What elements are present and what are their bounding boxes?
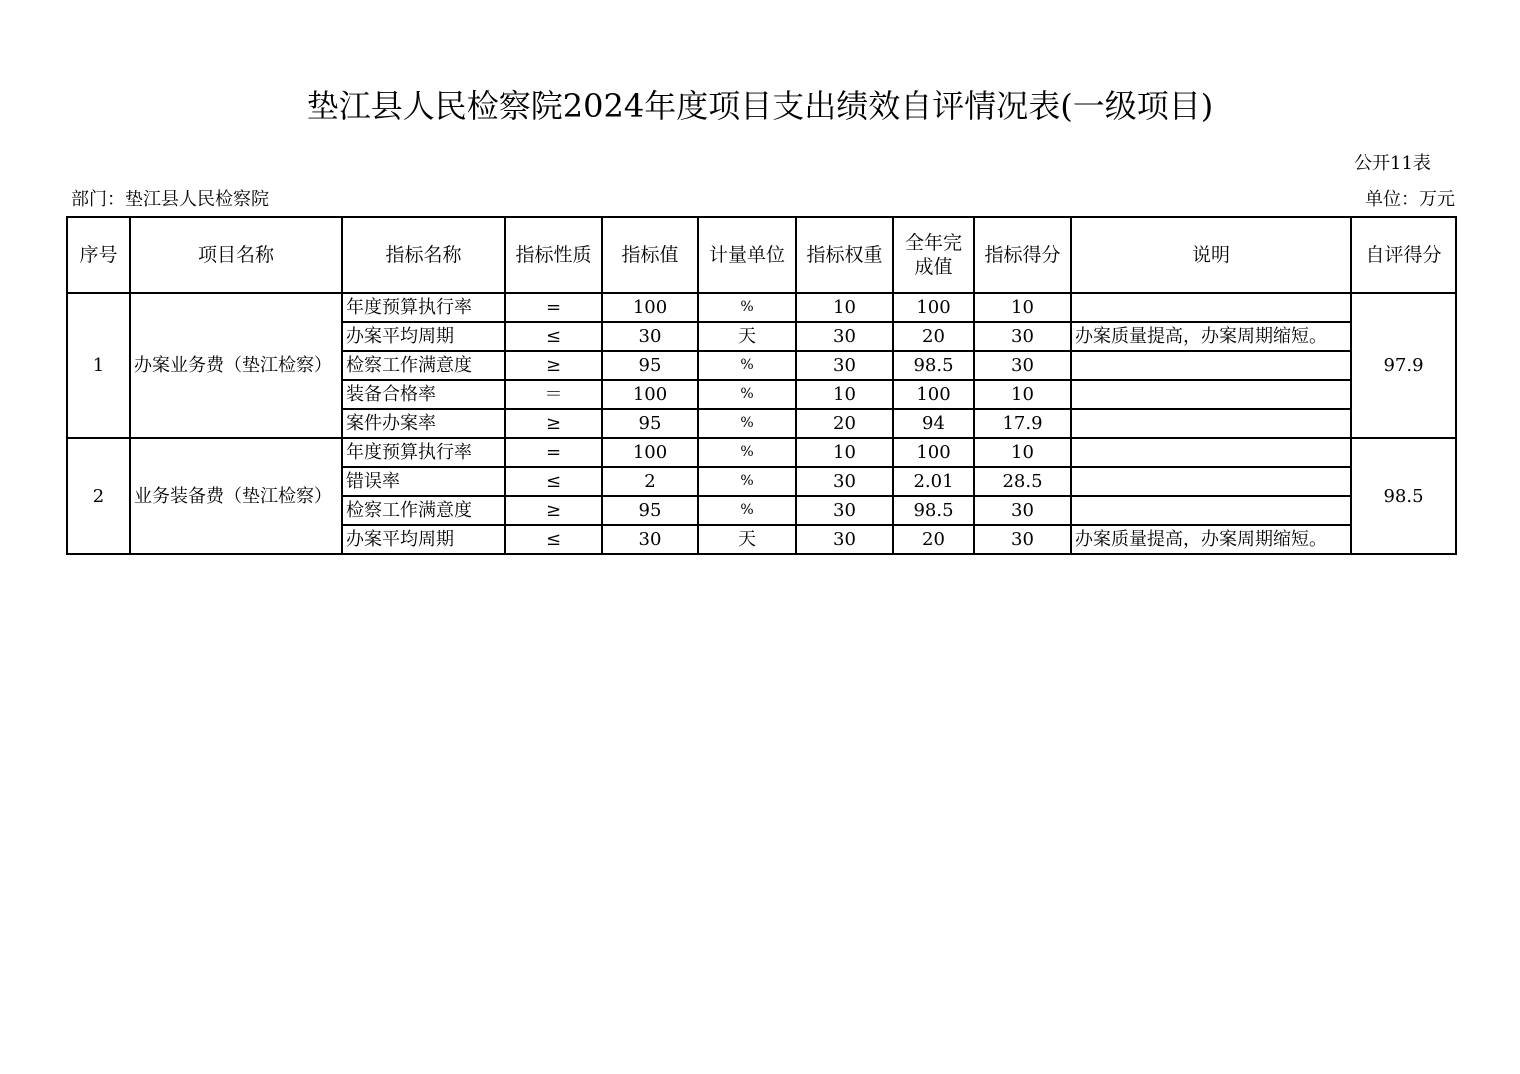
- weight-cell: 30: [796, 467, 893, 496]
- target-cell: 2: [602, 467, 698, 496]
- weight-cell: 10: [796, 293, 893, 322]
- indicator-cell: 错误率: [342, 467, 505, 496]
- score-cell: 28.5: [974, 467, 1071, 496]
- table-row: [67, 293, 1456, 322]
- actual-cell: 20: [893, 525, 974, 554]
- indicator-cell: 办案平均周期: [342, 322, 505, 351]
- meta-row: [71, 188, 1455, 212]
- target-cell: 30: [602, 525, 698, 554]
- department-label: 部门：垫江县人民检察院: [71, 189, 269, 210]
- nature-cell: =: [505, 438, 602, 467]
- header-indicator-name: 指标名称: [342, 217, 505, 293]
- project-name-cell: 业务装备费（垫江检察）: [130, 438, 342, 554]
- header-unit: 计量单位: [698, 217, 796, 293]
- actual-cell: 2.01: [893, 467, 974, 496]
- performance-table: [66, 216, 1457, 555]
- score-cell: 17.9: [974, 409, 1071, 438]
- header-actual-line1: 全年完: [904, 232, 962, 254]
- nature-cell: ≤: [505, 322, 602, 351]
- project-name-cell: 办案业务费（垫江检察）: [130, 293, 342, 438]
- indicator-cell: 办案平均周期: [342, 525, 505, 554]
- header-target-value: 指标值: [602, 217, 698, 293]
- unit-cell: %: [698, 467, 796, 496]
- weight-cell: 30: [796, 351, 893, 380]
- weight-cell: 30: [796, 322, 893, 351]
- actual-cell: 100: [893, 438, 974, 467]
- self-score-cell: 98.5: [1351, 438, 1456, 554]
- score-cell: 10: [974, 293, 1071, 322]
- unit-cell: %: [698, 293, 796, 322]
- target-cell: 95: [602, 496, 698, 525]
- target-cell: 95: [602, 409, 698, 438]
- seq-cell: 2: [67, 438, 130, 554]
- self-score-cell: 97.9: [1351, 293, 1456, 438]
- weight-cell: 30: [796, 496, 893, 525]
- header-self-score: 自评得分: [1351, 217, 1456, 293]
- unit-label: 单位：万元: [1365, 189, 1455, 210]
- unit-cell: 天: [698, 322, 796, 351]
- unit-cell: %: [698, 351, 796, 380]
- actual-cell: 20: [893, 322, 974, 351]
- nature-cell: =: [505, 293, 602, 322]
- target-cell: 95: [602, 351, 698, 380]
- unit-cell: %: [698, 409, 796, 438]
- table-header-row: [67, 217, 1456, 293]
- actual-cell: 100: [893, 380, 974, 409]
- unit-cell: %: [698, 380, 796, 409]
- target-cell: 100: [602, 380, 698, 409]
- actual-cell: 100: [893, 293, 974, 322]
- weight-cell: 30: [796, 525, 893, 554]
- note-cell: [1071, 467, 1351, 496]
- nature-cell: ≥: [505, 496, 602, 525]
- header-indicator-nature: 指标性质: [505, 217, 602, 293]
- indicator-cell: 检察工作满意度: [342, 351, 505, 380]
- note-cell: [1071, 351, 1351, 380]
- actual-cell: 94: [893, 409, 974, 438]
- score-cell: 10: [974, 380, 1071, 409]
- score-cell: 30: [974, 496, 1071, 525]
- nature-cell: ≥: [505, 409, 602, 438]
- header-actual-value: [893, 217, 974, 293]
- nature-cell: ≥: [505, 351, 602, 380]
- indicator-cell: 年度预算执行率: [342, 293, 505, 322]
- header-score: 指标得分: [974, 217, 1071, 293]
- weight-cell: 20: [796, 409, 893, 438]
- header-actual-line2: 成值: [914, 256, 953, 278]
- indicator-cell: 装备合格率: [342, 380, 505, 409]
- seq-cell: 1: [67, 293, 130, 438]
- weight-cell: 10: [796, 438, 893, 467]
- indicator-cell: 案件办案率: [342, 409, 505, 438]
- page-title: 垫江县人民检察院2024年度项目支出绩效自评情况表(一级项目): [306, 87, 1214, 125]
- actual-cell: 98.5: [893, 351, 974, 380]
- actual-cell: 98.5: [893, 496, 974, 525]
- note-cell: [1071, 496, 1351, 525]
- target-cell: 100: [602, 438, 698, 467]
- target-cell: 30: [602, 322, 698, 351]
- indicator-cell: 检察工作满意度: [342, 496, 505, 525]
- note-cell: [1071, 438, 1351, 467]
- nature-cell: ≤: [505, 525, 602, 554]
- form-number: 公开11表: [1354, 153, 1431, 174]
- target-cell: 100: [602, 293, 698, 322]
- header-weight: 指标权重: [796, 217, 893, 293]
- score-cell: 10: [974, 438, 1071, 467]
- nature-cell: ＝: [505, 380, 602, 409]
- unit-cell: 天: [698, 525, 796, 554]
- note-cell: [1071, 380, 1351, 409]
- note-cell: [1071, 409, 1351, 438]
- nature-cell: ≤: [505, 467, 602, 496]
- unit-cell: %: [698, 496, 796, 525]
- header-note: 说明: [1071, 217, 1351, 293]
- note-cell: 办案质量提高，办案周期缩短。: [1071, 322, 1351, 351]
- indicator-cell: 年度预算执行率: [342, 438, 505, 467]
- header-seq: 序号: [67, 217, 130, 293]
- score-cell: 30: [974, 525, 1071, 554]
- header-project-name: 项目名称: [130, 217, 342, 293]
- unit-cell: %: [698, 438, 796, 467]
- score-cell: 30: [974, 351, 1071, 380]
- weight-cell: 10: [796, 380, 893, 409]
- note-cell: 办案质量提高，办案周期缩短。: [1071, 525, 1351, 554]
- table-row: [67, 438, 1456, 467]
- score-cell: 30: [974, 322, 1071, 351]
- note-cell: [1071, 293, 1351, 322]
